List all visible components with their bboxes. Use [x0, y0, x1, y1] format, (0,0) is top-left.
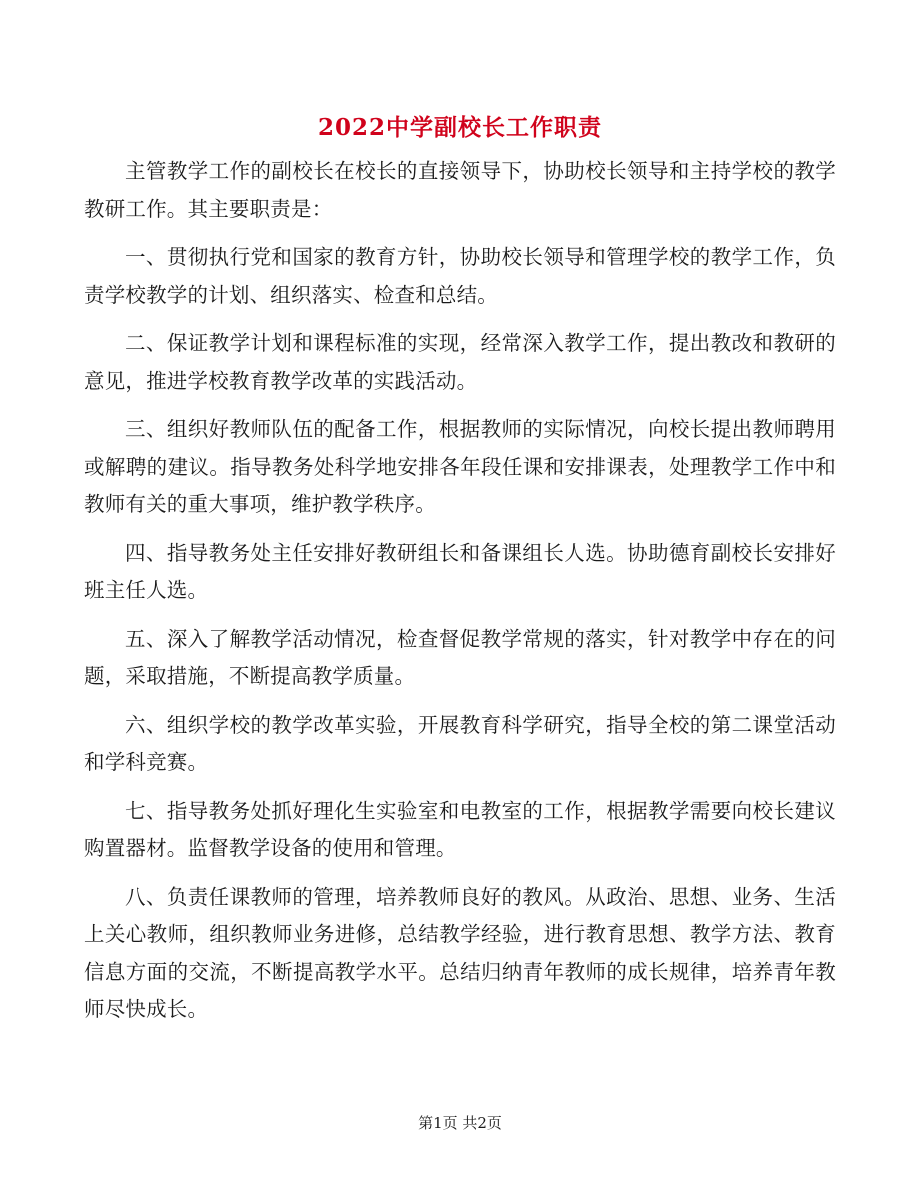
- page-number-footer: 第1页 共2页: [418, 1114, 502, 1132]
- paragraph-duty-1: 一、贯彻执行党和国家的教育方针，协助校长领导和管理学校的教学工作，负责学校教学的计划、组织落实、检查和总结。: [84, 245, 836, 307]
- paragraph-duty-8: 八、负责任课教师的管理，培养教师良好的教风。从政治、思想、业务、生活上关心教师，组织教师业务进修，总结教学经验，进行教育思想、教学方法、教育信息方面的交流，不断提高教学水平。总结归纳青年教师的成长规律，培养青年教师尽快成长。: [84, 884, 836, 1021]
- paragraph-duty-5: 五、深入了解教学活动情况，检查督促教学常规的落实，针对教学中存在的问题，采取措施，不断提高教学质量。: [84, 626, 836, 688]
- paragraph-duty-2: 二、保证教学计划和课程标准的实现，经常深入教学工作，提出教改和教研的意见，推进学校教育教学改革的实践活动。: [84, 331, 836, 393]
- paragraph-duty-7: 七、指导教务处抓好理化生实验室和电教室的工作，根据教学需要向校长建议购置器材。监督教学设备的使用和管理。: [84, 798, 836, 860]
- paragraph-duty-6: 六、组织学校的教学改革实验，开展教育科学研究，指导全校的第二课堂活动和学科竞赛。: [84, 712, 836, 774]
- paragraph-intro: 主管教学工作的副校长在校长的直接领导下，协助校长领导和主持学校的教学教研工作。其主要职责是：: [84, 159, 836, 221]
- paragraph-duty-3: 三、组织好教师队伍的配备工作，根据教师的实际情况，向校长提出教师聘用或解聘的建议。指导教务处科学地安排各年段任课和安排课表，处理教学工作中和教师有关的重大事项，维护教学秩序。: [84, 417, 836, 516]
- document-title: 2022中学副校长工作职责: [317, 114, 602, 141]
- document-body: [84, 153, 836, 1040]
- paragraph-duty-4: 四、指导教务处主任安排好教研组长和备课组长人选。协助德育副校长安排好班主任人选。: [84, 540, 836, 602]
